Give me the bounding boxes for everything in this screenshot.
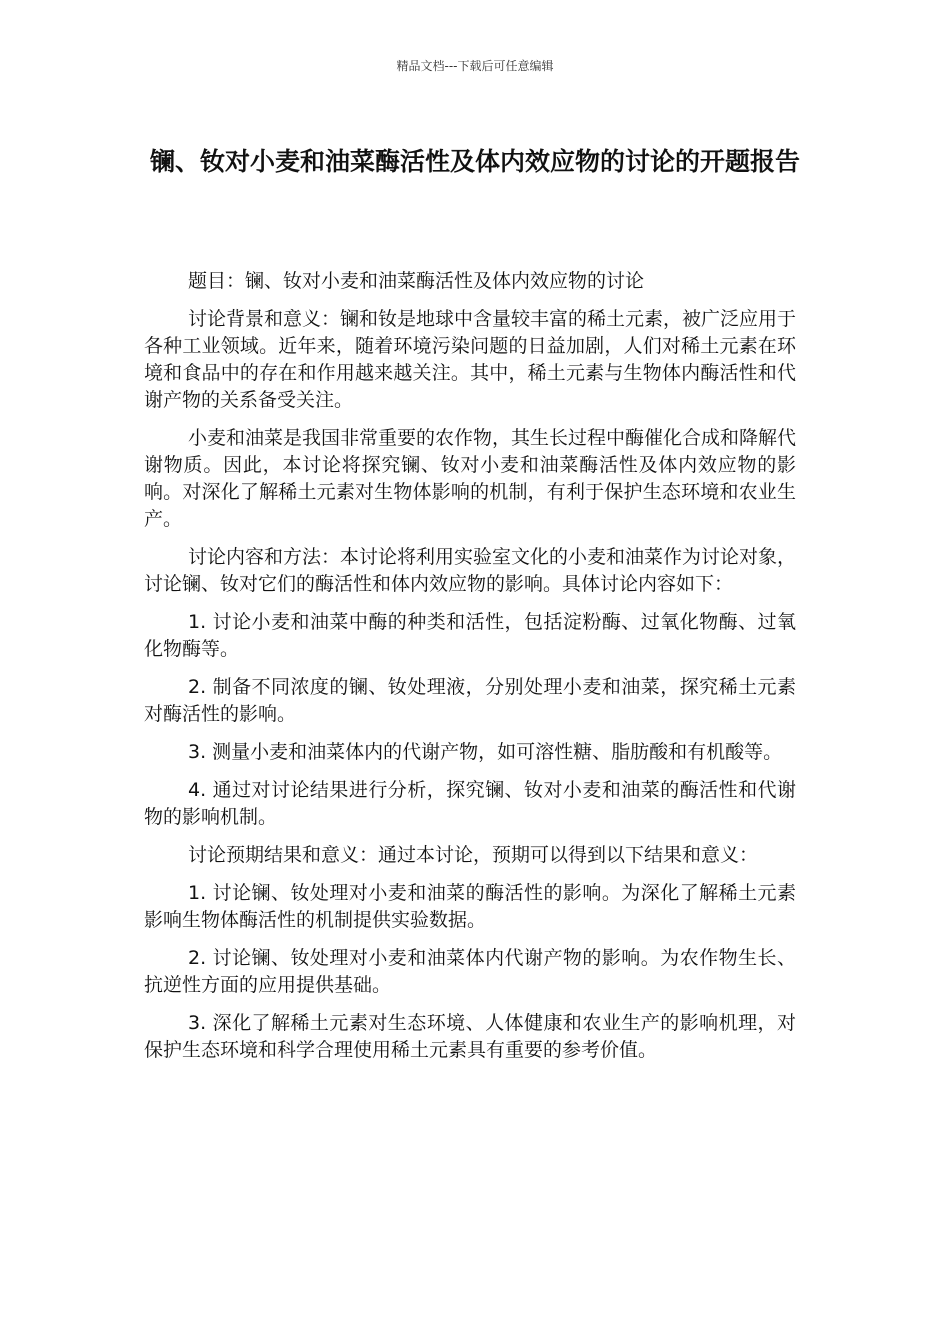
list-item-method-1: 1. 讨论小麦和油菜中酶的种类和活性，包括淀粉酶、过氧化物酶、过氧化物酶等。 xyxy=(144,611,796,660)
document-body xyxy=(144,268,796,1075)
paragraph-background: 讨论背景和意义：镧和钕是地球中含量较丰富的稀土元素，被广泛应用于各种工业领域。近年来，随着环境污染问题的日益加剧，人们对稀土元素在环境和食品中的存在和作用越来越关注。其中，稀土元素与生物体内酶活性和代谢产物的关系备受关注。 xyxy=(144,308,797,411)
paragraph-methods: 讨论内容和方法：本讨论将利用实验室文化的小麦和油菜作为讨论对象，讨论镧、钕对它们的酶活性和体内效应物的影响。具体讨论内容如下： xyxy=(144,546,797,595)
document-title: 镧、钕对小麦和油菜酶活性及体内效应物的讨论的开题报告 xyxy=(149,147,800,176)
list-item-method-3: 3. 测量小麦和油菜体内的代谢产物，如可溶性糖、脂肪酸和有机酸等。 xyxy=(188,741,783,763)
list-item-method-4: 4. 通过对讨论结果进行分析，探究镧、钕对小麦和油菜的酶活性和代谢物的影响机制。 xyxy=(144,779,796,828)
header-note: 精品文档---下载后可任意编辑 xyxy=(396,59,554,73)
paragraph-expected-results: 讨论预期结果和意义：通过本讨论，预期可以得到以下结果和意义： xyxy=(188,844,759,866)
list-item-result-2: 2. 讨论镧、钕处理对小麦和油菜体内代谢产物的影响。为农作物生长、抗逆性方面的应用提供基础。 xyxy=(144,947,796,996)
paragraph-topic: 题目：镧、钕对小麦和油菜酶活性及体内效应物的讨论 xyxy=(188,270,645,292)
list-item-method-2: 2. 制备不同浓度的镧、钕处理液，分别处理小麦和油菜，探究稀土元素对酶活性的影响。 xyxy=(144,676,796,725)
paragraph-crops: 小麦和油菜是我国非常重要的农作物，其生长过程中酶催化合成和降解代谢物质。因此，本讨论将探究镧、钕对小麦和油菜酶活性及体内效应物的影响。对深化了解稀土元素对生物体影响的机制，有利于保护生态环境和农业生产。 xyxy=(144,427,797,530)
list-item-result-1: 1. 讨论镧、钕处理对小麦和油菜的酶活性的影响。为深化了解稀土元素影响生物体酶活性的机制提供实验数据。 xyxy=(144,882,796,931)
list-item-result-3: 3. 深化了解稀土元素对生态环境、人体健康和农业生产的影响机理，对保护生态环境和科学合理使用稀土元素具有重要的参考价值。 xyxy=(144,1012,796,1061)
